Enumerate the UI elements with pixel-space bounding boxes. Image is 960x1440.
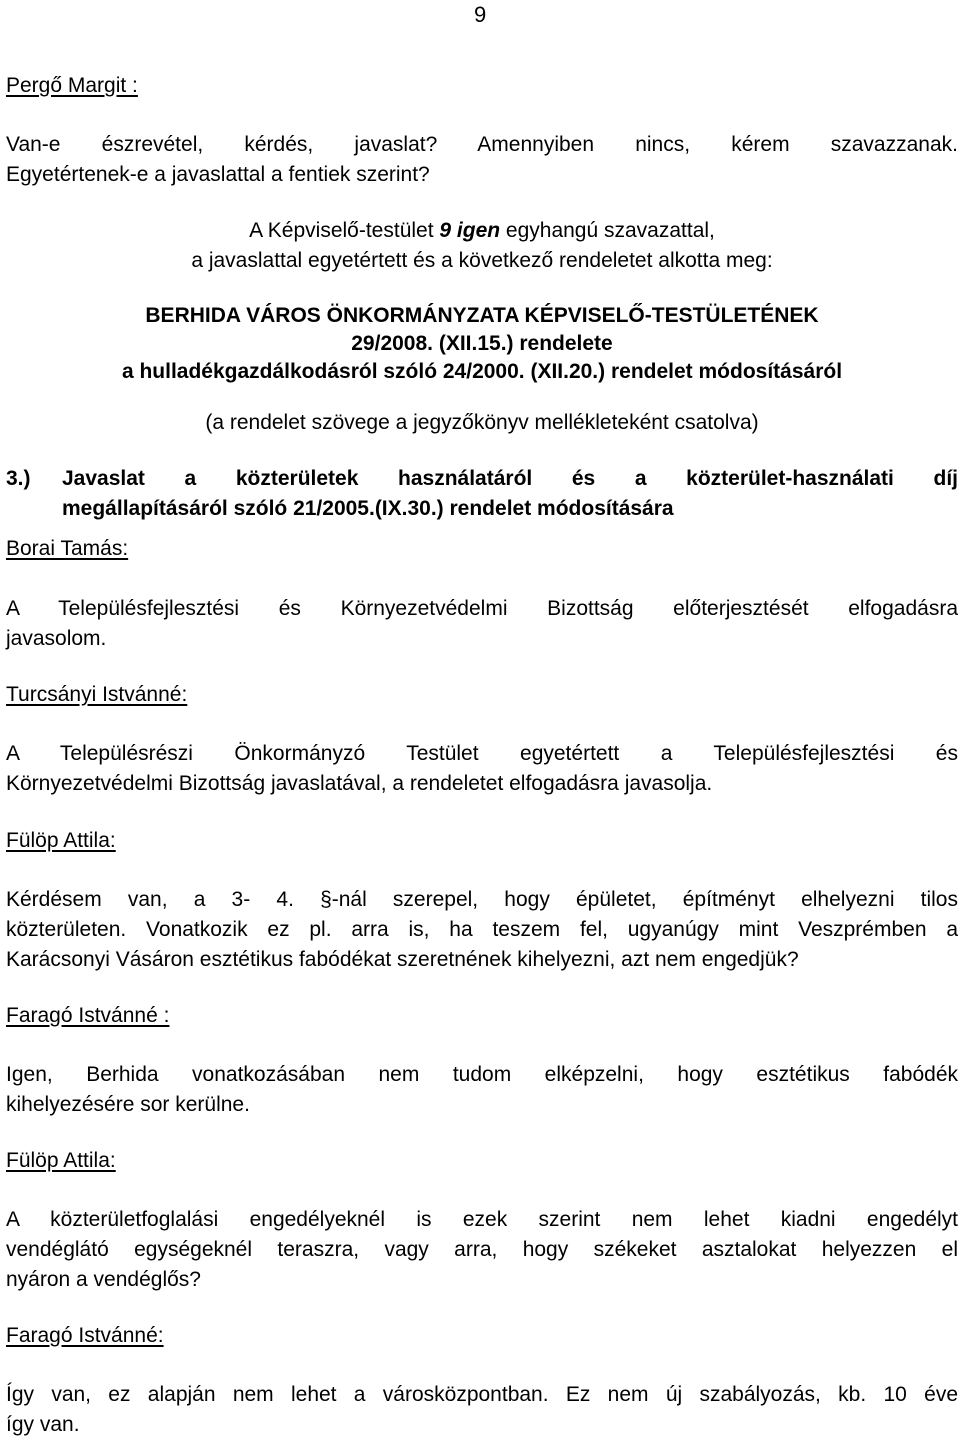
vote-text: A Képviselő-testület <box>249 219 440 242</box>
speaker-name: Faragó Istvánné : <box>6 1004 170 1027</box>
text-line: Igen, Berhida vonatkozásában nem tudom elképzelni, hogy esztétikus fabódék <box>6 1063 958 1086</box>
text-line: vendéglátó egységeknél teraszra, vagy arra, hogy székeket asztalokat helyezzen el <box>6 1238 958 1261</box>
text-line: kihelyezésére sor kerülne. <box>6 1093 250 1116</box>
agenda-item-title <box>62 464 958 524</box>
speaker-name: Turcsányi Istvánné: <box>6 683 188 706</box>
decree-heading <box>6 302 958 386</box>
decree-number: 29/2008. (XII.15.) rendelete <box>351 332 613 355</box>
speaker-text <box>6 739 958 799</box>
speaker-name: Pergő Margit : <box>6 74 138 97</box>
speaker-name: Fülöp Attila: <box>6 1149 116 1172</box>
vote-text: egyhangú szavazattal, <box>500 219 715 242</box>
vote-text: a javaslattal egyetértett és a következő rendeletet alkotta meg: <box>191 249 773 272</box>
text-line: Kérdésem van, a 3- 4. §-nál szerepel, hogy épületet, építményt elhelyezni tilos <box>6 888 958 911</box>
page-number: 9 <box>474 2 487 27</box>
decree-subject: a hulladékgazdálkodásról szóló 24/2000. (XII.20.) rendelet módosításáról <box>121 360 843 383</box>
text-line: Javaslat a közterületek használatáról és a közterület-használati díj <box>62 467 958 490</box>
speaker-text <box>6 885 958 975</box>
text-line: Egyetértenek-e a javaslattal a fentiek szerint? <box>6 163 430 186</box>
speaker-name: Borai Tamás: <box>6 537 129 560</box>
speaker-text <box>6 130 958 190</box>
text-line: javasolom. <box>6 627 107 650</box>
speaker-text <box>6 1380 958 1440</box>
text-line: Karácsonyi Vásáron esztétikus fabódékat szeretnének kihelyezni, azt nem engedjük? <box>6 948 799 971</box>
vote-count: 9 igen <box>439 219 501 242</box>
speaker-text <box>6 594 958 654</box>
vote-result <box>6 216 958 276</box>
speaker-text <box>6 1060 958 1120</box>
text-line: Környezetvédelmi Bizottság javaslatával, a rendeletet elfogadásra javasolja. <box>6 772 713 795</box>
speaker-text <box>6 1205 958 1295</box>
agenda-item-number: 3.) <box>6 467 31 490</box>
speaker-name: Faragó Istvánné: <box>6 1324 164 1347</box>
decree-title: BERHIDA VÁROS ÖNKORMÁNYZATA KÉPVISELŐ-TESTÜLETÉNEK <box>145 304 819 327</box>
text-line: Így van, ez alapján nem lehet a városközpontban. Ez nem új szabályozás, kb. 10 éve <box>6 1383 958 1406</box>
text-line: így van. <box>6 1413 80 1436</box>
text-line: A Településfejlesztési és Környezetvédelmi Bizottság előterjesztését elfogadásra <box>6 597 958 620</box>
text-line: A Településrészi Önkormányzó Testület egyetértett a Településfejlesztési és <box>6 742 958 765</box>
speaker-name: Fülöp Attila: <box>6 829 116 852</box>
text-line: megállapításáról szóló 21/2005.(IX.30.) rendelet módosítására <box>62 497 674 520</box>
decree-note: (a rendelet szövege a jegyzőkönyv mellékleteként csatolva) <box>205 411 759 434</box>
text-line: Van-e észrevétel, kérdés, javaslat? Amennyiben nincs, kérem szavazzanak. <box>6 133 958 156</box>
text-line: A közterületfoglalási engedélyeknél is ezek szerint nem lehet kiadni engedélyt <box>6 1208 958 1231</box>
agenda-item <box>6 464 958 524</box>
text-line: nyáron a vendéglős? <box>6 1268 201 1291</box>
text-line: közterületen. Vonatkozik ez pl. arra is, ha teszem fel, ugyanúgy mint Veszprémben a <box>6 918 958 941</box>
